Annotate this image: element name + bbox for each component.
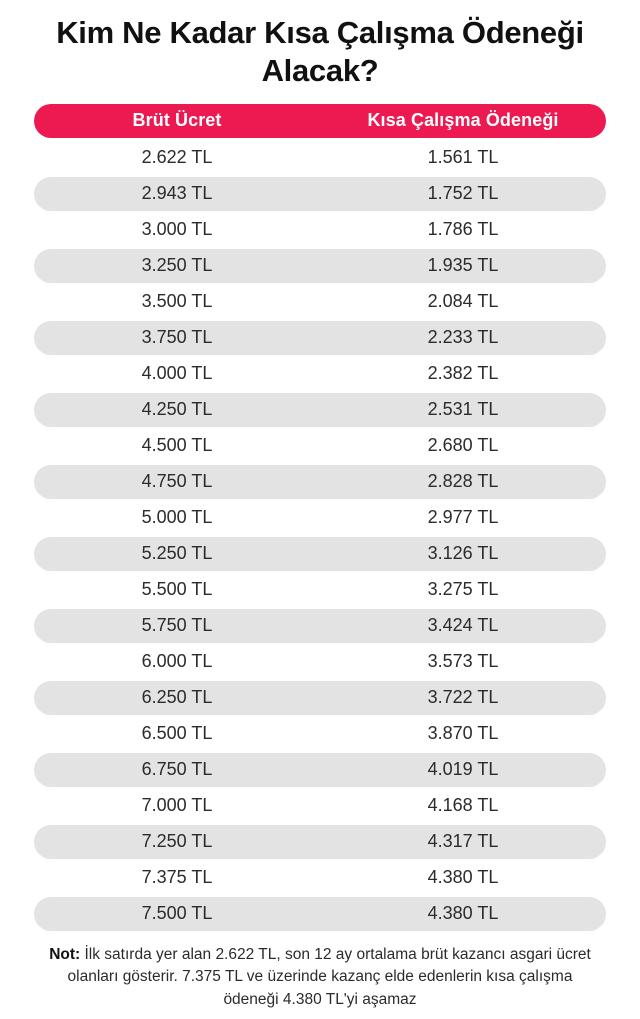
table-row bbox=[34, 249, 606, 283]
table-row bbox=[34, 429, 606, 463]
cell-gross-wage: 6.000 TL bbox=[141, 651, 213, 672]
cell-gross-wage: 2.622 TL bbox=[141, 147, 213, 168]
cell-short-work-allowance: 3.126 TL bbox=[427, 543, 499, 564]
cell-gross-wage: 7.375 TL bbox=[141, 867, 213, 888]
cell-short-work-allowance: 2.084 TL bbox=[427, 291, 499, 312]
table-row bbox=[34, 645, 606, 679]
table-row bbox=[34, 321, 606, 355]
cell-gross-wage: 4.750 TL bbox=[141, 471, 213, 492]
table-row bbox=[34, 609, 606, 643]
table-row bbox=[34, 789, 606, 823]
wage-benefit-table bbox=[34, 104, 606, 933]
cell-short-work-allowance: 4.380 TL bbox=[427, 903, 499, 924]
cell-gross-wage: 5.000 TL bbox=[141, 507, 213, 528]
table-row bbox=[34, 501, 606, 535]
column-header-gross-wage: Brüt Ücret bbox=[132, 110, 222, 131]
table-row bbox=[34, 897, 606, 931]
cell-gross-wage: 6.750 TL bbox=[141, 759, 213, 780]
cell-short-work-allowance: 2.531 TL bbox=[427, 399, 499, 420]
cell-gross-wage: 4.500 TL bbox=[141, 435, 213, 456]
cell-gross-wage: 2.943 TL bbox=[141, 183, 213, 204]
cell-short-work-allowance: 1.786 TL bbox=[427, 219, 499, 240]
table-row bbox=[34, 393, 606, 427]
footnote bbox=[34, 944, 606, 1011]
cell-short-work-allowance: 1.561 TL bbox=[427, 147, 499, 168]
footnote-label: Not: bbox=[49, 945, 81, 963]
cell-gross-wage: 7.000 TL bbox=[141, 795, 213, 816]
table-row bbox=[34, 141, 606, 175]
table-row bbox=[34, 717, 606, 751]
cell-gross-wage: 4.000 TL bbox=[141, 363, 213, 384]
table-row bbox=[34, 861, 606, 895]
cell-short-work-allowance: 2.977 TL bbox=[427, 507, 499, 528]
cell-gross-wage: 4.250 TL bbox=[141, 399, 213, 420]
cell-gross-wage: 3.750 TL bbox=[141, 327, 213, 348]
cell-short-work-allowance: 3.870 TL bbox=[427, 723, 499, 744]
table-body bbox=[34, 141, 606, 931]
table-row bbox=[34, 537, 606, 571]
cell-gross-wage: 5.250 TL bbox=[141, 543, 213, 564]
cell-gross-wage: 5.750 TL bbox=[141, 615, 213, 636]
cell-gross-wage: 7.500 TL bbox=[141, 903, 213, 924]
cell-gross-wage: 3.500 TL bbox=[141, 291, 213, 312]
cell-short-work-allowance: 2.382 TL bbox=[427, 363, 499, 384]
footnote-text: İlk satırda yer alan 2.622 TL, son 12 ay ortalama brüt kazancı asgari ücret olanları gösterir. 7.375 TL ve üzerinde kazanç elde edenlerin kısa çalışma ödeneği 4.380 TL'yi aşamaz bbox=[67, 945, 591, 1008]
cell-short-work-allowance: 2.680 TL bbox=[427, 435, 499, 456]
cell-short-work-allowance: 3.275 TL bbox=[427, 579, 499, 600]
column-header-short-work-allowance: Kısa Çalışma Ödeneği bbox=[367, 110, 559, 131]
table-row bbox=[34, 825, 606, 859]
cell-short-work-allowance: 2.828 TL bbox=[427, 471, 499, 492]
cell-gross-wage: 3.000 TL bbox=[141, 219, 213, 240]
table-row bbox=[34, 357, 606, 391]
table-row bbox=[34, 753, 606, 787]
cell-short-work-allowance: 1.935 TL bbox=[427, 255, 499, 276]
table-row bbox=[34, 465, 606, 499]
cell-short-work-allowance: 3.573 TL bbox=[427, 651, 499, 672]
cell-short-work-allowance: 3.722 TL bbox=[427, 687, 499, 708]
table-header-row bbox=[34, 104, 606, 138]
cell-short-work-allowance: 2.233 TL bbox=[427, 327, 499, 348]
table-row bbox=[34, 573, 606, 607]
cell-short-work-allowance: 3.424 TL bbox=[427, 615, 499, 636]
cell-short-work-allowance: 4.168 TL bbox=[427, 795, 499, 816]
cell-gross-wage: 6.500 TL bbox=[141, 723, 213, 744]
cell-gross-wage: 6.250 TL bbox=[141, 687, 213, 708]
cell-gross-wage: 3.250 TL bbox=[141, 255, 213, 276]
cell-gross-wage: 5.500 TL bbox=[141, 579, 213, 600]
cell-short-work-allowance: 4.380 TL bbox=[427, 867, 499, 888]
table-row bbox=[34, 681, 606, 715]
table-row bbox=[34, 285, 606, 319]
cell-short-work-allowance: 1.752 TL bbox=[427, 183, 499, 204]
table-row bbox=[34, 177, 606, 211]
cell-short-work-allowance: 4.019 TL bbox=[427, 759, 499, 780]
table-row bbox=[34, 213, 606, 247]
page-title: Kim Ne Kadar Kısa Çalışma Ödeneği Alacak? bbox=[56, 15, 584, 88]
cell-gross-wage: 7.250 TL bbox=[141, 831, 213, 852]
cell-short-work-allowance: 4.317 TL bbox=[427, 831, 499, 852]
